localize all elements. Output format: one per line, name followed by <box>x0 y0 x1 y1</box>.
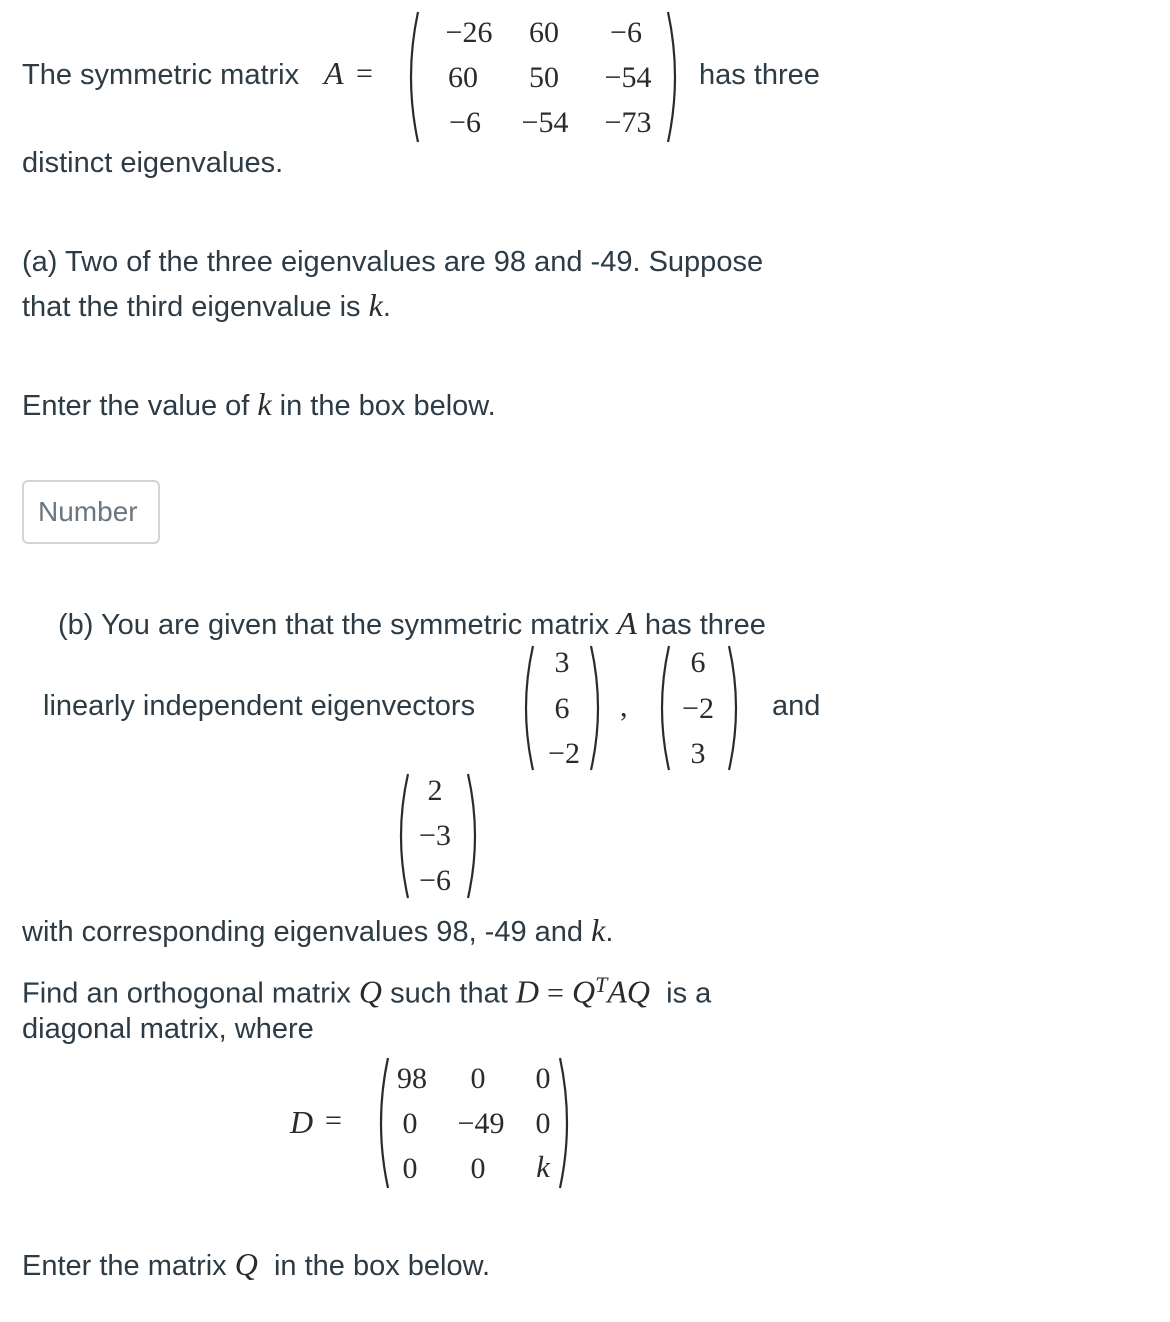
matrix-d-cell: 0 <box>402 1107 418 1140</box>
corr-period: . <box>605 916 614 948</box>
k-variable: k <box>591 912 606 948</box>
matrix-a-cell: 60 <box>529 16 559 49</box>
part-b-line2: linearly independent eigenvectors <box>43 690 476 722</box>
part-a-period: . <box>382 291 391 323</box>
part-a-line2-text: that the third eigenvalue is <box>22 291 361 323</box>
equals-sign: = <box>547 976 564 1010</box>
enter-q-pre: Enter the matrix <box>22 1250 227 1282</box>
matrix-a-cell: −73 <box>604 106 652 139</box>
enter-matrix-q-text <box>22 1247 490 1283</box>
k-variable: k <box>257 386 272 422</box>
part-a-enter-post: in the box below. <box>279 390 496 422</box>
vector-cell: 6 <box>554 692 570 725</box>
enter-q-post: in the box below. <box>273 1250 491 1282</box>
matrix-a-variable: A <box>617 605 637 641</box>
eigenvector-3 <box>390 770 490 904</box>
matrix-d-cell: 98 <box>397 1062 427 1095</box>
matrix-a-variable: A <box>324 55 344 91</box>
intro-equals: = <box>356 57 373 90</box>
matrix-d-cell: −49 <box>457 1107 505 1140</box>
transpose-superscript: T <box>595 972 608 997</box>
matrix-a-cell: −26 <box>445 16 493 49</box>
vector-comma: , <box>620 690 628 723</box>
q-variable: Q <box>234 1246 258 1282</box>
left-paren-icon <box>400 8 424 146</box>
k-variable: k <box>368 287 383 323</box>
right-paren-icon <box>662 8 686 146</box>
vector-cell: −3 <box>419 819 451 852</box>
vector-cell: 6 <box>690 646 706 679</box>
q-variable: Q <box>571 973 596 1010</box>
part-a-line1: (a) Two of the three eigenvalues are 98 and -49. Suppose <box>22 246 764 278</box>
diagonal-matrix-text: diagonal matrix, where <box>22 1013 314 1045</box>
matrix-a <box>400 8 690 148</box>
vector-cell: 3 <box>554 646 570 679</box>
vector-cell: 3 <box>690 737 706 770</box>
find-pre: Find an orthogonal matrix <box>22 977 351 1010</box>
vector-cell: −6 <box>419 864 451 897</box>
matrix-a-cell: −6 <box>610 16 642 49</box>
intro-text-after: has three <box>699 59 820 91</box>
part-a-instruction <box>22 387 496 423</box>
and-text: and <box>772 690 821 722</box>
matrix-d-cell: 0 <box>470 1152 486 1185</box>
vector-cell: −2 <box>682 692 714 725</box>
left-paren-icon <box>370 1054 394 1192</box>
matrix-d-cell: k <box>536 1149 550 1184</box>
matrix-d-cell: 0 <box>535 1062 551 1095</box>
find-mid: such that <box>390 977 508 1010</box>
part-b-line1-post: has three <box>644 609 766 641</box>
matrix-d-cell: 0 <box>535 1107 551 1140</box>
d-label: D <box>290 1104 314 1140</box>
corr-pre: with corresponding eigenvalues 98, -49 and <box>22 916 584 948</box>
intro-text-line2: distinct eigenvalues. <box>22 147 284 179</box>
k-number-input[interactable] <box>22 480 160 544</box>
q-variable: Q <box>358 973 383 1010</box>
find-orthogonal-text <box>22 968 711 1011</box>
matrix-d-cell: 0 <box>402 1152 418 1185</box>
vector-cell: −2 <box>548 737 580 770</box>
vector-cell: 2 <box>427 774 443 807</box>
right-paren-icon <box>462 770 486 902</box>
matrix-d-cell: 0 <box>470 1062 486 1095</box>
right-paren-icon <box>585 642 609 774</box>
eigenvector-1 <box>515 642 615 776</box>
right-paren-icon <box>723 642 747 774</box>
d-equals: = <box>325 1104 342 1137</box>
right-paren-icon <box>554 1054 578 1192</box>
part-b-line1-pre: (b) You are given that the symmetric matrix <box>58 609 610 641</box>
part-a-line2 <box>22 288 391 324</box>
left-paren-icon <box>651 642 675 774</box>
eigenvector-2 <box>651 642 751 776</box>
matrix-a-cell: −54 <box>604 61 652 94</box>
matrix-a-cell: −6 <box>449 106 481 139</box>
matrix-a-cell: 50 <box>529 61 559 94</box>
find-post: is a <box>666 977 712 1010</box>
matrix-a-cell: −54 <box>521 106 569 139</box>
intro-text <box>22 58 299 92</box>
matrix-d <box>370 1054 580 1194</box>
aq-expression: AQ <box>607 973 650 1010</box>
part-b-line1 <box>58 606 766 642</box>
matrix-a-cell: 60 <box>448 61 478 94</box>
d-variable: D <box>515 973 539 1010</box>
corresponding-eigenvalues-text <box>22 913 613 949</box>
part-a-enter-pre: Enter the value of <box>22 390 250 422</box>
intro-text-before: The symmetric matrix <box>22 59 300 91</box>
left-paren-icon <box>515 642 539 774</box>
left-paren-icon <box>390 770 414 902</box>
